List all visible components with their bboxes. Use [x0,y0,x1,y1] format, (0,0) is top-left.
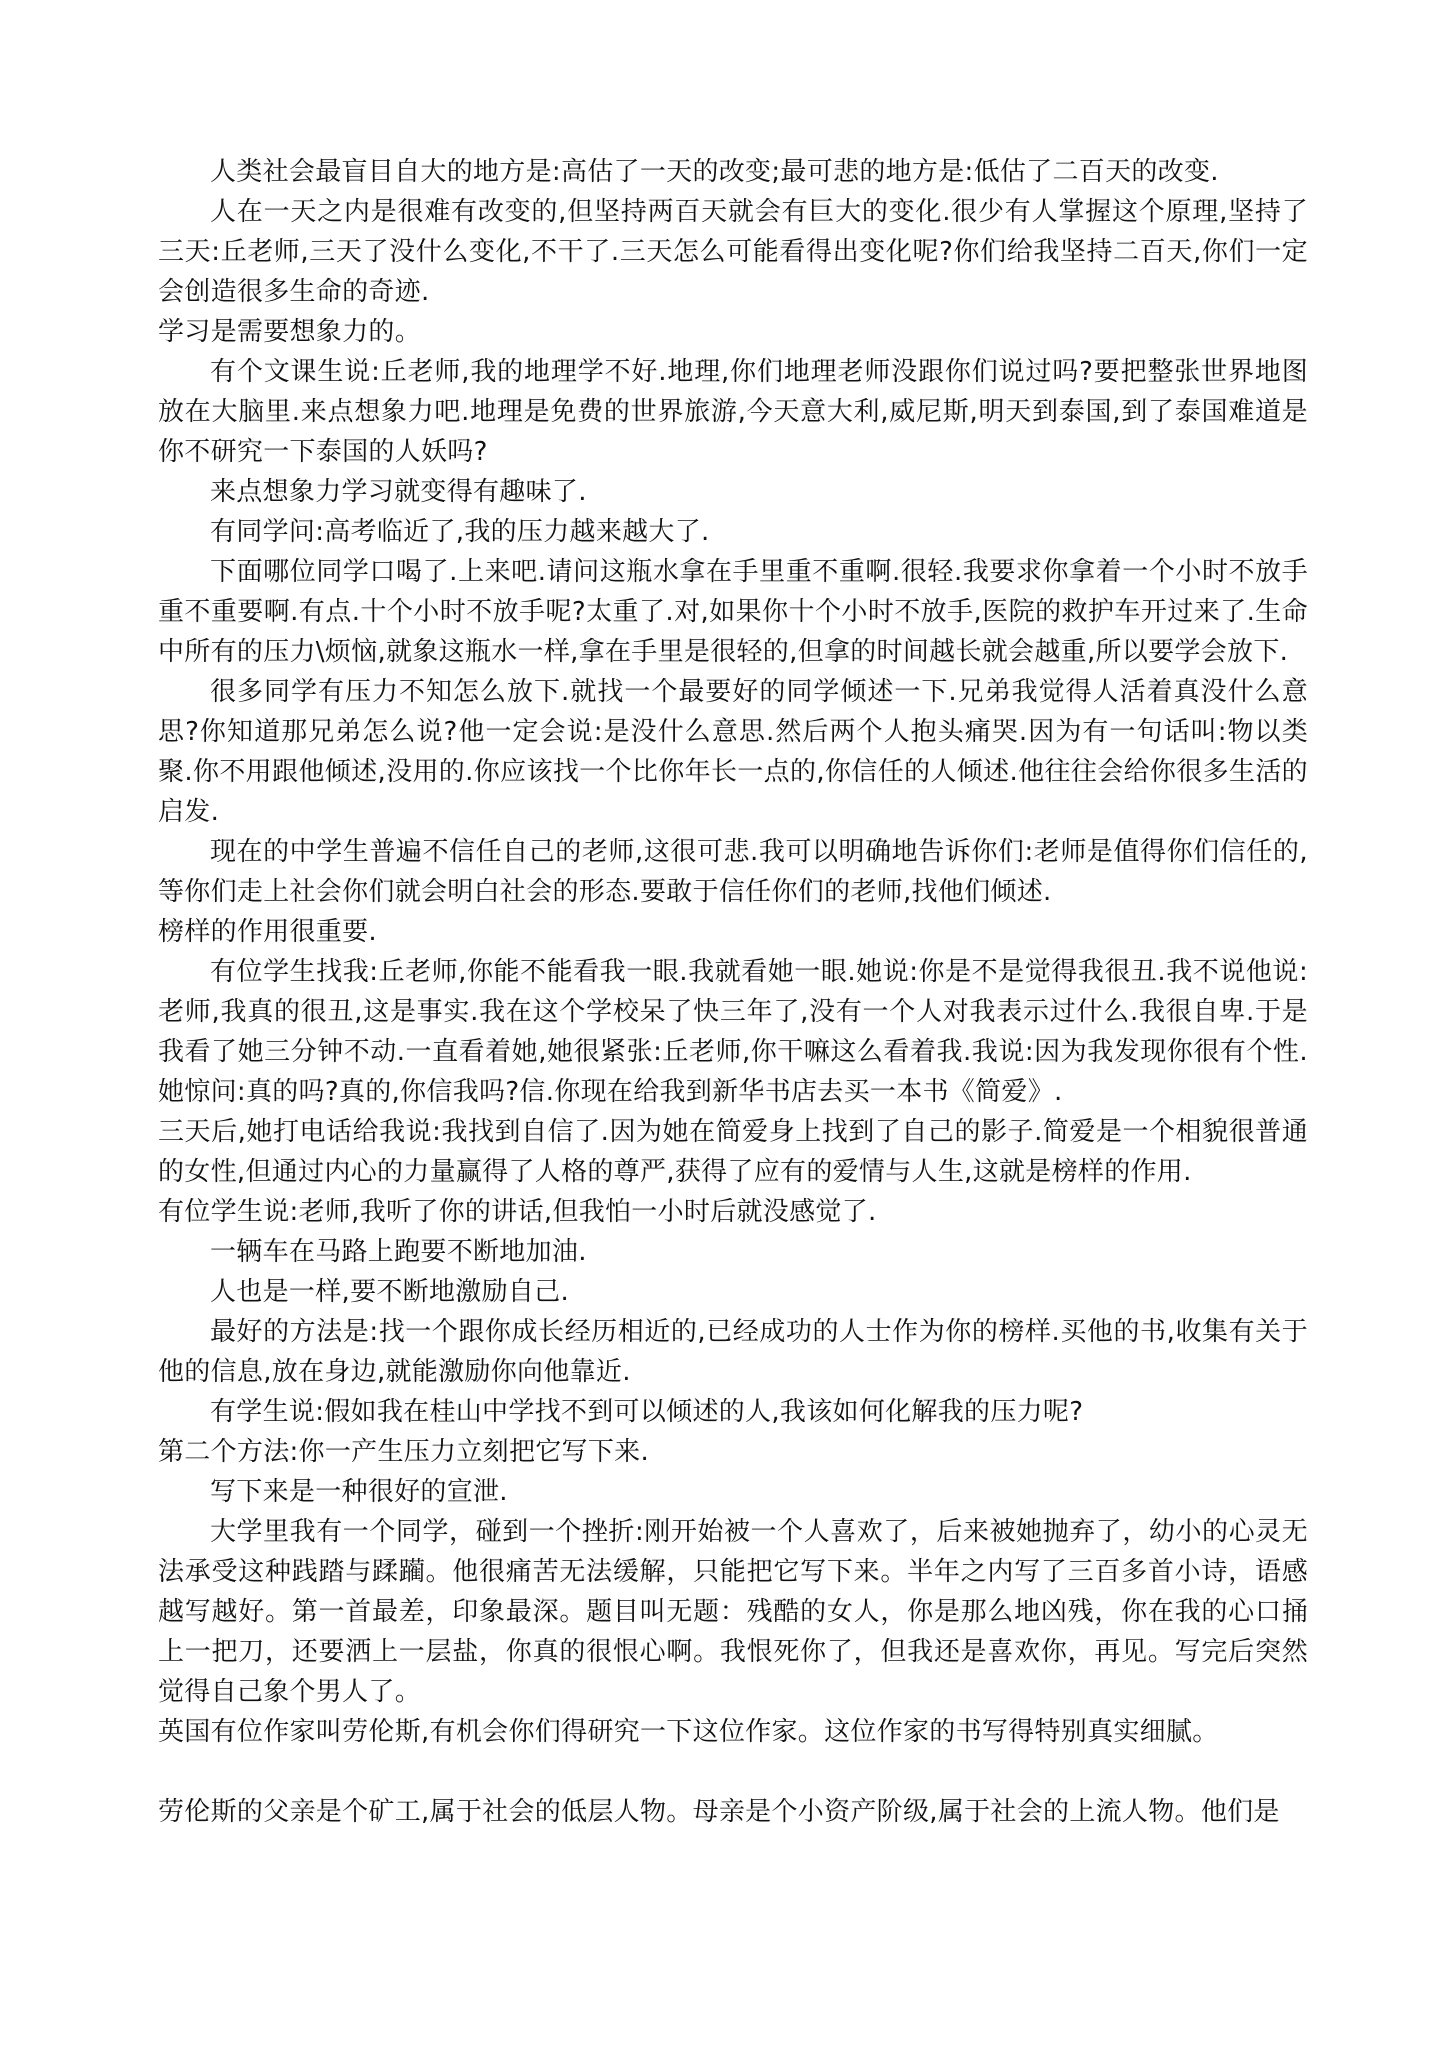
paragraph: 劳伦斯的父亲是个矿工,属于社会的低层人物。母亲是个小资产阶级,属于社会的上流人物。他们是 [158,1797,1280,1827]
paragraph: 第二个方法:你一产生压力立刻把它写下来. [158,1437,650,1467]
paragraph: 人类社会最盲目自大的地方是:高估了一天的改变;最可悲的地方是:低估了二百天的改变. [210,157,1219,187]
paragraph: 有位学生找我:丘老师,你能不能看我一眼.我就看她一眼.她说:你是不是觉得我很丑.我不说他说:老师,我真的很丑,这是事实.我在这个学校呆了快三年了,没有一个人对我表示过什么.我很自卑.于是我看了她三分钟不动.一直看着她,她很紧张:丘老师,你干嘛这么看着我.我说:因为我发现你很有个性.她惊问:真的吗?真的,你信我吗?信.你现在给我到新华书店去买一本书《简爱》. [158,957,1308,1107]
paragraph: 三天后,她打电话给我说:我找到自信了.因为她在简爱身上找到了自己的影子.简爱是一个相貌很普通的女性,但通过内心的力量赢得了人格的尊严,获得了应有的爱情与人生,这就是榜样的作用. [158,1117,1308,1187]
paragraph: 有同学问:高考临近了,我的压力越来越大了. [210,517,710,547]
paragraph: 最好的方法是:找一个跟你成长经历相近的,已经成功的人士作为你的榜样.买他的书,收集有关于他的信息,放在身边,就能激励你向他靠近. [158,1317,1308,1387]
paragraph: 现在的中学生普遍不信任自己的老师,这很可悲.我可以明确地告诉你们:老师是值得你们信任的,等你们走上社会你们就会明白社会的形态.要敢于信任你们的老师,找他们倾述. [158,837,1308,907]
paragraph: 人也是一样,要不断地激励自己. [210,1277,570,1307]
paragraph: 有学生说:假如我在桂山中学找不到可以倾述的人,我该如何化解我的压力呢? [210,1397,1084,1427]
paragraph: 大学里我有一个同学，碰到一个挫折:刚开始被一个人喜欢了，后来被她抛弃了，幼小的心灵无法承受这种践踏与蹂躏。他很痛苦无法缓解，只能把它写下来。半年之内写了三百多首小诗，语感越写越好。第一首最差，印象最深。题目叫无题：残酷的女人，你是那么地凶残，你在我的心口捅上一把刀，还要洒上一层盐，你真的很恨心啊。我恨死你了，但我还是喜欢你，再见。写完后突然觉得自己象个男人了。 [158,1517,1308,1707]
paragraph-spacer [158,1752,1308,1792]
paragraph: 英国有位作家叫劳伦斯,有机会你们得研究一下这位作家。这位作家的书写得特别真实细腻。 [158,1717,1219,1747]
paragraph: 学习是需要想象力的。 [158,317,422,347]
paragraph: 榜样的作用很重要. [158,917,377,947]
paragraph: 有位学生说:老师,我听了你的讲话,但我怕一小时后就没感觉了. [158,1197,877,1227]
paragraph: 写下来是一种很好的宣泄. [210,1477,508,1507]
paragraph: 人在一天之内是很难有改变的,但坚持两百天就会有巨大的变化.很少有人掌握这个原理,坚持了三天:丘老师,三天了没什么变化,不干了.三天怎么可能看得出变化呢?你们给我坚持二百天,你们一定会创造很多生命的奇迹. [158,197,1308,307]
paragraph: 有个文课生说:丘老师,我的地理学不好.地理,你们地理老师没跟你们说过吗?要把整张世界地图放在大脑里.来点想象力吧.地理是免费的世界旅游,今天意大利,威尼斯,明天到泰国,到了泰国难道是你不研究一下泰国的人妖吗? [158,357,1308,467]
paragraph: 来点想象力学习就变得有趣味了. [210,477,587,507]
paragraph: 很多同学有压力不知怎么放下.就找一个最要好的同学倾述一下.兄弟我觉得人活着真没什么意思?你知道那兄弟怎么说?他一定会说:是没什么意思.然后两个人抱头痛哭.因为有一句话叫:物以类聚.你不用跟他倾述,没用的.你应该找一个比你年长一点的,你信任的人倾述.他往往会给你很多生活的启发. [158,677,1308,827]
document-body [158,152,1308,1832]
paragraph: 下面哪位同学口喝了.上来吧.请问这瓶水拿在手里重不重啊.很轻.我要求你拿着一个小时不放手重不重要啊.有点.十个小时不放手呢?太重了.对,如果你十个小时不放手,医院的救护车开过来了.生命中所有的压力\烦恼,就象这瓶水一样,拿在手里是很轻的,但拿的时间越长就会越重,所以要学会放下. [158,557,1308,667]
paragraph: 一辆车在马路上跑要不断地加油. [210,1237,587,1267]
